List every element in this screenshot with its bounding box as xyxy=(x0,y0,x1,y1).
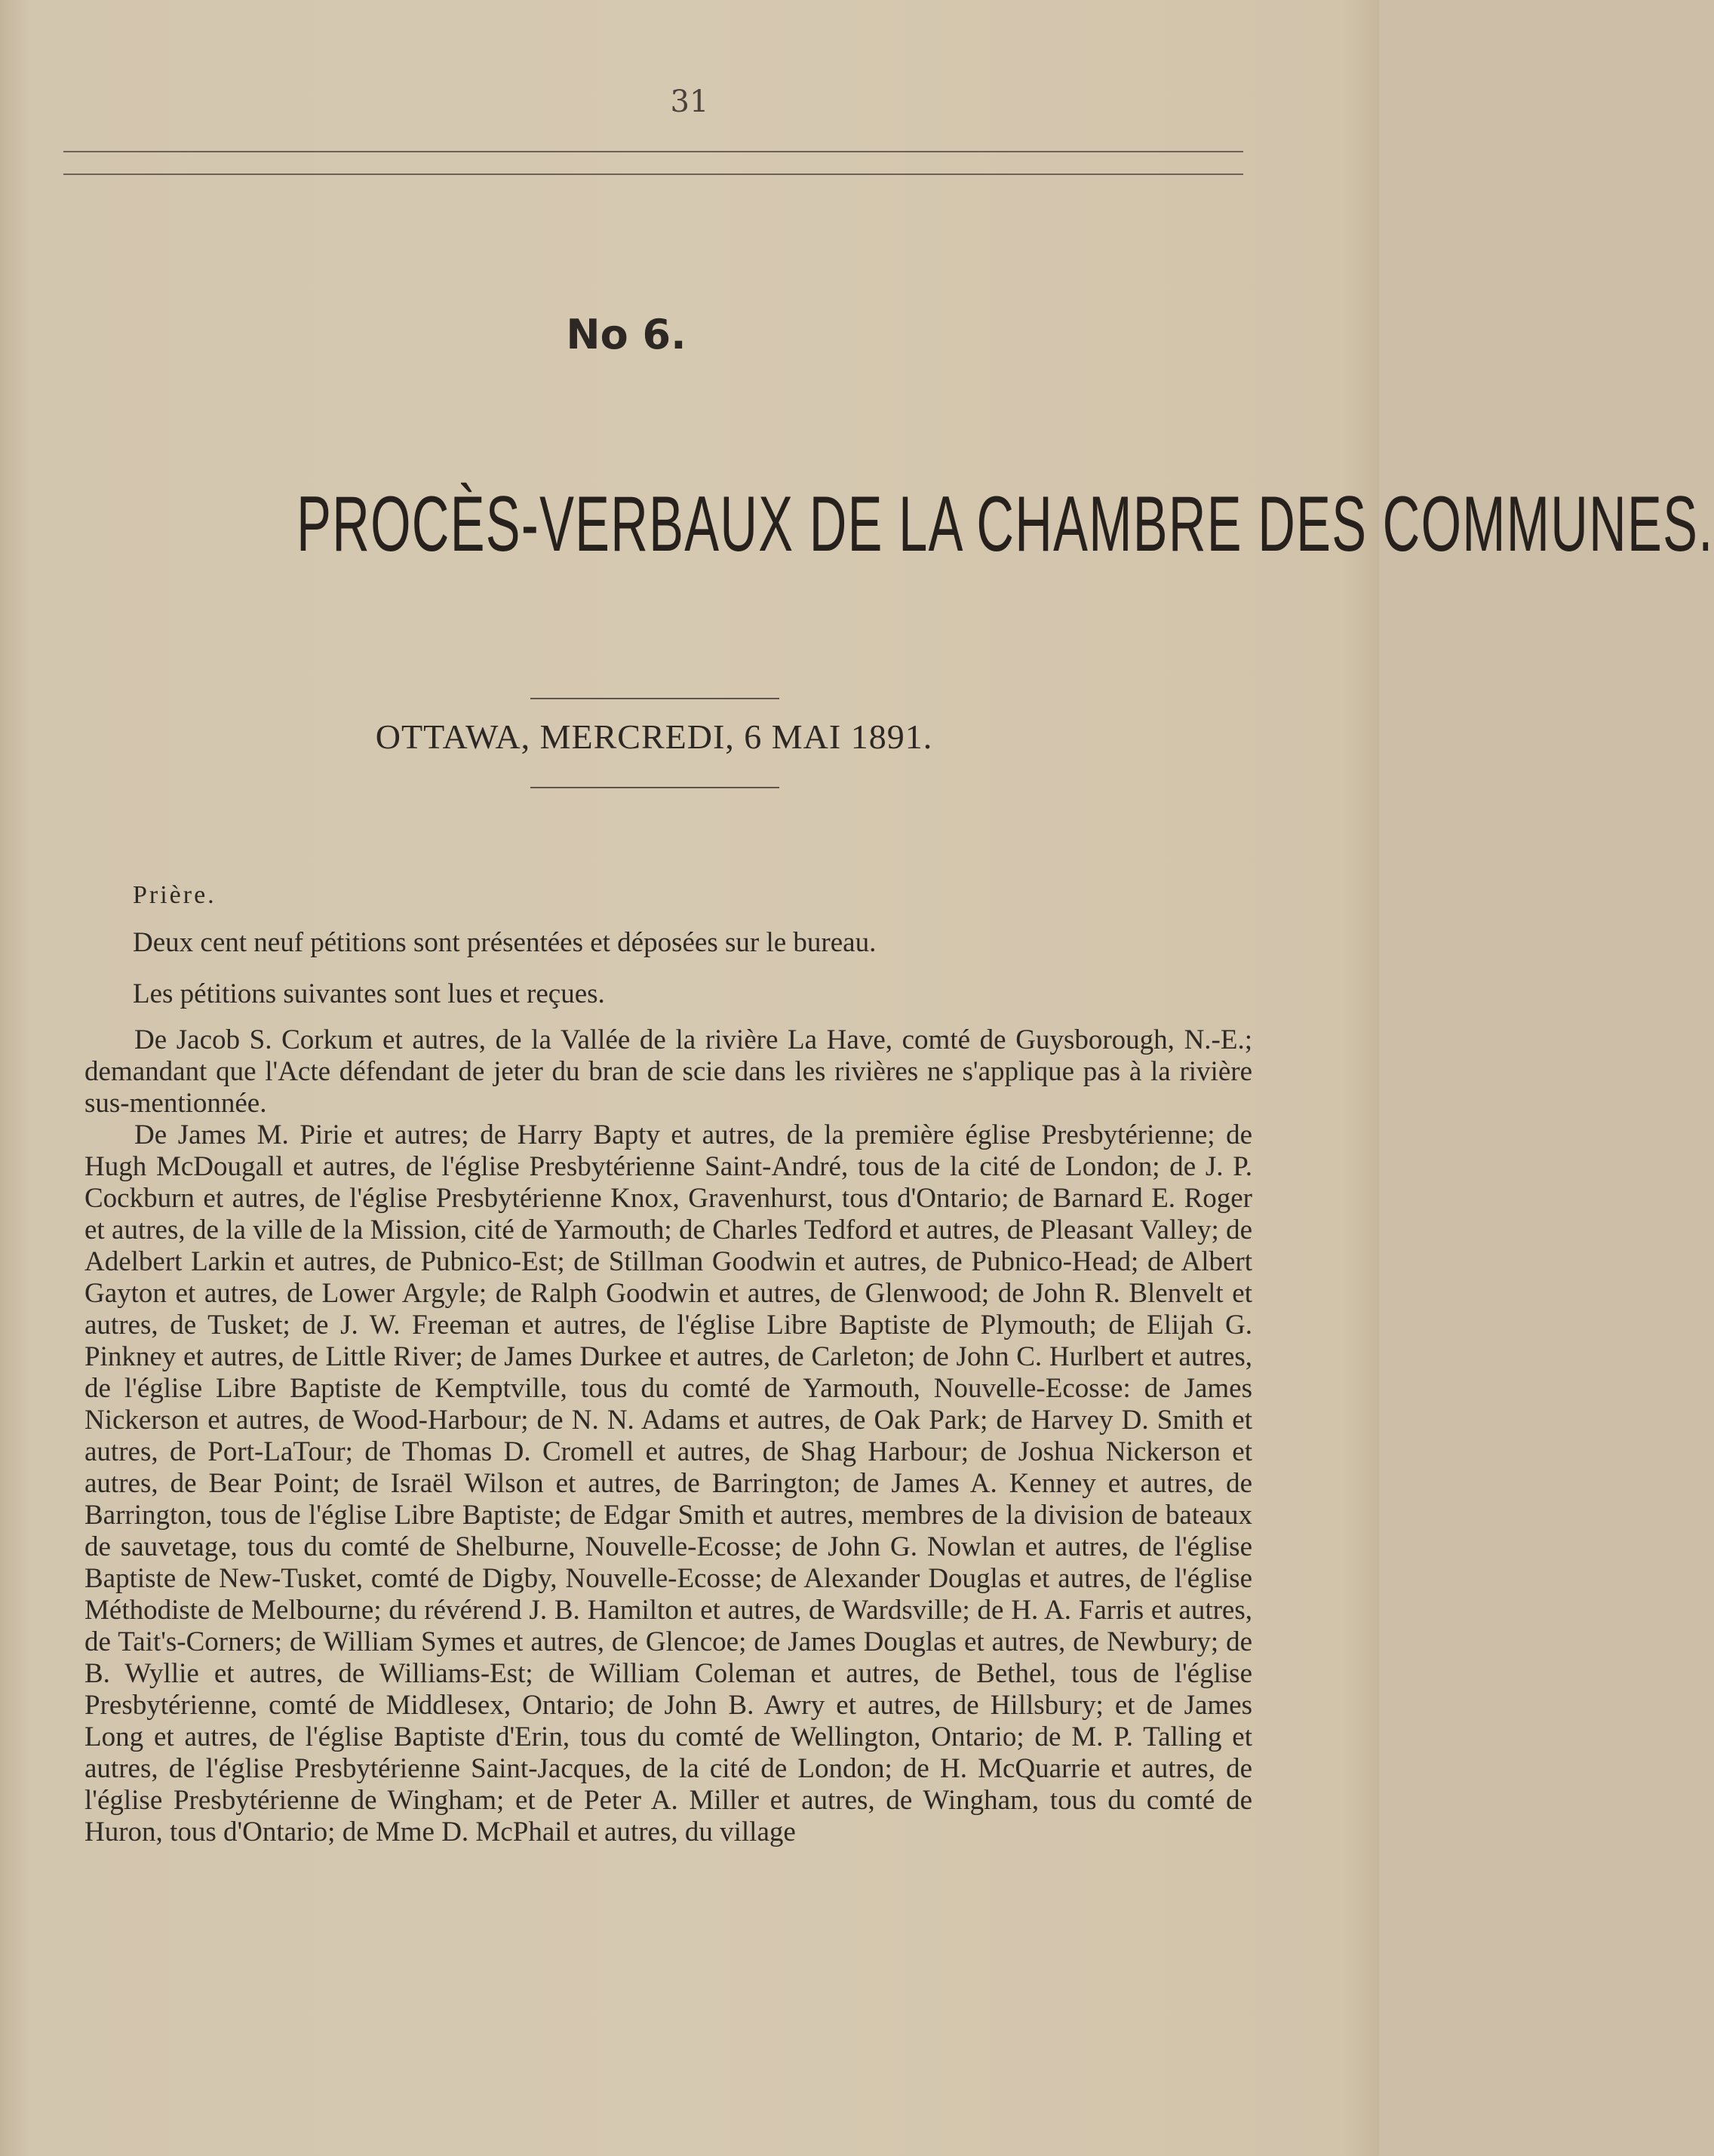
section-heading: Prière. xyxy=(133,881,217,909)
paragraph-petitions-count: Deux cent neuf pétitions sont présentées et déposées sur le bureau. xyxy=(133,927,877,958)
dateline: OTTAWA, MERCREDI, 6 MAI 1891. xyxy=(375,717,933,756)
document-number: No 6. xyxy=(566,311,687,358)
header-rule-upper xyxy=(63,151,1243,152)
paragraph-petitions-list: De James M. Pirie et autres; de Harry Bapty et autres, de la première église Presbytérienne; de Hugh McDougall et autres, de l'église Presbytérienne Saint-André, tous de la cité de London; de J. P. Cockburn et autres, de l'église Presbytérienne Knox, Gravenhurst, tous d'Ontario; de Barnard E. Roger et autres, de la ville de la Mission, cité de Yarmouth; de Charles Tedford et autres, de Pleasant Valley; de Adelbert Larkin et autres, de Pubnico-Est; de Stillman Goodwin et autres, de Pubnico-Head; de Albert Gayton et autres, de Lower Argyle; de Ralph Goodwin et autres, de Glenwood; de John R. Blenvelt et autres, de Tusket; de J. W. Freeman et autres, de l'église Libre Baptiste de Plymouth; de Elijah G. Pinkney et autres, de Little River; de James Durkee et autres, de Carleton; de John C. Hurlbert et autres, de l'église Libre Baptiste de Kemptville, tous du comté de Yarmouth, Nouvelle-Ecosse: de James Nickerson et autres, de Wood-Harbour; de N. N. Adams et autres, de Oak Park; de Harvey D. Smith et autres, de Port-LaTour; de Thomas D. Cromell et autres, de Shag Harbour; de Joshua Nickerson et autres, de Bear Point; de Israël Wilson et autres, de Barrington; de James A. Kenney et autres, de Barrington, tous de l'église Libre Baptiste; de Edgar Smith et autres, membres de la division de bateaux de sauvetage, tous du comté de Shelburne, Nouvelle-Ecosse; de John G. Nowlan et autres, de l'église Baptiste de New-Tusket, comté de Digby, Nouvelle-Ecosse; de Alexander Douglas et autres, de l'église Méthodiste de Melbourne; du révérend J. B. Hamilton et autres, de Wardsville; de H. A. Farris et autres, de Tait's-Corners; de William Symes et autres, de Glencoe; de James Douglas et autres, de Newbury; de B. Wyllie et autres, de Williams-Est; de William Coleman et autres, de Bethel, tous de l'église Presbytérienne, comté de Middlesex, Ontario; de John B. Awry et autres, de Hillsbury; et de James Long et autres, de l'église Baptiste d'Erin, tous du comté de Wellington, Ontario; de M. P. Talling et autres, de l'église Presbytérienne Saint-Jacques, de la cité de London; de H. McQuarrie et autres, de l'église Presbytérienne de Wingham; et de Peter A. Miller et autres, de Wingham, tous du comté de Huron, tous d'Ontario; de Mme D. McPhail et autres, du village xyxy=(84,1119,1252,1847)
dateline-rule-upper xyxy=(530,698,779,699)
paragraph-petitions-read: Les pétitions suivantes sont lues et reçues. xyxy=(133,978,605,1009)
paragraph-corkum-petition: De Jacob S. Corkum et autres, de la Vallée de la rivière La Have, comté de Guysborough, N.-E.; demandant que l'Acte défendant de jeter du bran de scie dans les rivières ne s'applique pas à la rivière sus-mentionnée. xyxy=(84,1024,1252,1119)
dateline-rule-lower xyxy=(530,787,779,788)
page-number: 31 xyxy=(670,84,709,119)
header-rule-lower xyxy=(63,174,1243,175)
page-title: PROCÈS-VERBAUX DE LA CHAMBRE DES COMMUNES. xyxy=(296,481,1714,568)
petitions-body xyxy=(84,1024,1252,1848)
